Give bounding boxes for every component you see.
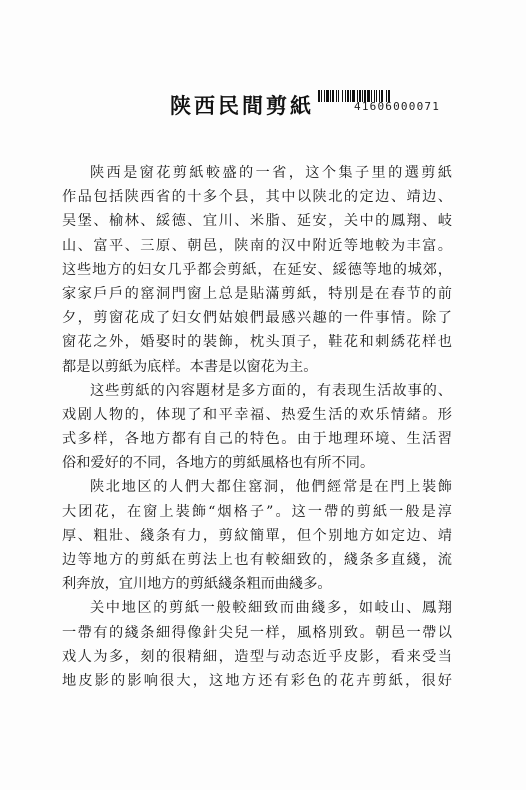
text-line: 夕，剪窗花成了妇女們姑娘們最感兴趣的一件事情。除了 bbox=[62, 310, 452, 327]
title-row bbox=[170, 92, 314, 118]
text-line: 戏人为多，刻的很精細，造型与动态近乎皮影，看来受当 bbox=[62, 648, 452, 665]
text-line: 关中地区的剪紙一般較細致而曲綫多，如岐山、鳳翔 bbox=[90, 600, 452, 617]
text-line: 利奔放，宜川地方的剪紙綫条粗而曲綫多。 bbox=[62, 576, 332, 593]
barcode-bar bbox=[345, 90, 346, 102]
text-line: 大团花，在窗上裝飾“烟格子”。这一帶的剪紙一般是淳 bbox=[62, 503, 452, 520]
text-line: 作品包括陕西省的十多个县，其中以陕北的定边、靖边、 bbox=[62, 189, 452, 206]
text-line: 都是以剪紙为底样。本書是以窗花为主。 bbox=[62, 358, 318, 375]
barcode-bar bbox=[330, 90, 331, 102]
barcode-bar bbox=[336, 90, 337, 102]
text-line: 式多样，各地方都有自己的特色。由于地理环境、生活習 bbox=[62, 431, 452, 448]
text-line: 这些剪紙的內容題材是多方面的，有表现生活故事的、 bbox=[90, 382, 452, 399]
barcode-bar bbox=[342, 90, 343, 102]
text-line: 窗花之外，婚娶时的裝飾，枕头頂子，鞋花和刺綉花样也 bbox=[62, 334, 452, 351]
text-line: 边等地方的剪紙在剪法上也有較細致的，綫条多直綫，流 bbox=[62, 552, 452, 568]
text-line: 一帶有的綫条細得像針尖兒一样，風格別致。朝邑一帶以 bbox=[62, 624, 452, 641]
barcode-bar bbox=[321, 90, 322, 102]
text-line: 地皮影的影响很大，这地方还有彩色的花卉剪紙，很好 bbox=[62, 672, 452, 689]
barcode-bar bbox=[326, 90, 329, 102]
barcode-bar bbox=[338, 90, 339, 102]
text-line: 俗和爱好的不同，各地方的剪紙風格也有所不同。 bbox=[62, 455, 375, 472]
text-line: 吴堡、榆林、綏德、宜川、米脂、延安，关中的鳳翔、岐 bbox=[62, 213, 452, 230]
barcode-bar bbox=[324, 90, 325, 102]
text-line: 陕北地区的人們大都住窰洞，他們經常是在門上裝飾 bbox=[90, 479, 452, 496]
barcode-bar bbox=[318, 90, 320, 102]
text-line: 厚、粗壯、綫条有力，剪紋簡單，但个别地方如定边、靖 bbox=[62, 527, 452, 544]
barcode-number: 41606000071 bbox=[354, 100, 441, 113]
barcode-bar bbox=[350, 90, 351, 102]
barcode-stamp bbox=[318, 90, 448, 118]
page-title: 陕西民間剪紙 bbox=[170, 94, 314, 118]
barcode-bar bbox=[332, 90, 334, 102]
text-line: 陕西是窗花剪紙較盛的一省，这个集子里的選剪紙 bbox=[90, 165, 452, 181]
text-line: 这些地方的妇女几乎都会剪紙，在延安、綏德等地的城郊， bbox=[62, 261, 452, 278]
text-line: 戏剧人物的，体现了和平幸福、热爱生活的欢乐情緒。形 bbox=[62, 406, 452, 423]
text-line: 家家戶戶的窰洞門窗上总是貼滿剪紙，特別是在春节的前 bbox=[62, 285, 452, 302]
text-line: 山、富平、三原、朝邑，陕南的汉中附近等地較为丰富。 bbox=[62, 237, 452, 254]
body-text bbox=[62, 161, 452, 693]
barcode-bar bbox=[347, 90, 349, 102]
